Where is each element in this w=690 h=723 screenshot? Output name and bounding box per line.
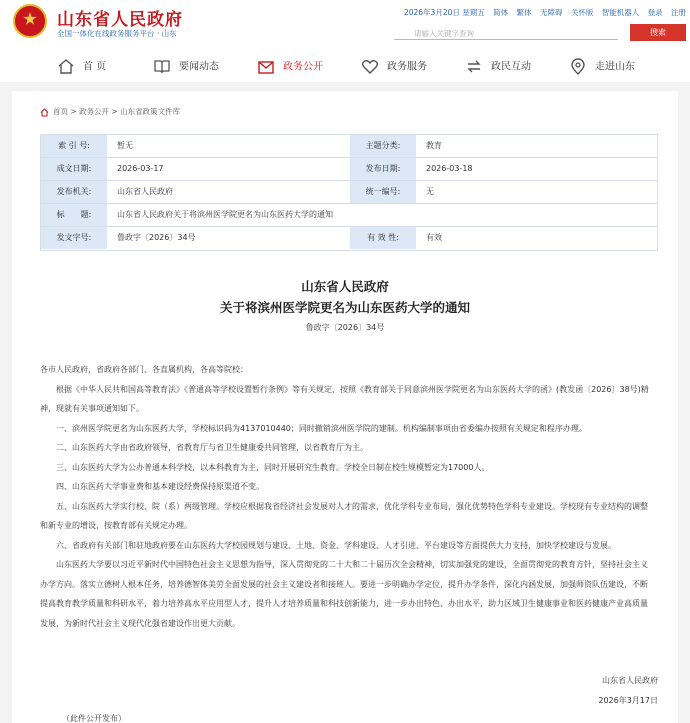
- nav-news[interactable]: [153, 58, 219, 78]
- nav-home[interactable]: [57, 58, 106, 78]
- breadcrumb-gov-affairs[interactable]: 政务公开: [79, 107, 110, 116]
- link-login[interactable]: 登录: [647, 8, 663, 17]
- link-robot[interactable]: 智能机器人: [601, 8, 640, 17]
- article-paragraph: 六、省政府有关部门和驻地政府要在山东医药大学校园规划与建设、土地、资金、学科建设、人才引进、平台建设等方面提供大力支持，加快学校建设与发展。: [56, 540, 616, 550]
- meta-label: 发文字号:: [41, 227, 107, 249]
- article-greeting: 各市人民政府，省政府各部门、各直属机构，各高等院校：: [40, 365, 248, 374]
- meta-row: [41, 227, 657, 250]
- document-meta-table: [40, 134, 658, 251]
- meta-label: 统一编号:: [350, 181, 416, 203]
- meta-label: 发布日期:: [350, 158, 416, 180]
- meta-row: [41, 158, 657, 181]
- nav-services-label: 政务服务: [387, 61, 427, 73]
- meta-value: 山东省人民政府: [117, 187, 173, 196]
- article-signature-date: 2026年3月17日: [598, 696, 658, 705]
- meta-label: 主题分类:: [350, 135, 416, 157]
- meta-label: 有 效 性:: [350, 227, 416, 249]
- national-emblem-icon: [13, 4, 47, 38]
- site-header: [0, 0, 690, 90]
- nav-interaction[interactable]: [465, 58, 531, 78]
- search-input[interactable]: 请输入关键字查询: [394, 25, 618, 40]
- meta-label: 索 引 号:: [41, 135, 107, 157]
- breadcrumb-policy-library[interactable]: 山东省政策文件库: [120, 107, 181, 116]
- nav-interaction-label: 政民互动: [491, 61, 531, 73]
- article-body: [40, 360, 652, 633]
- meta-value: 2026-03-18: [426, 164, 473, 173]
- current-date: 2026年3月20日 星期五: [403, 8, 485, 17]
- meta-value: 山东省人民政府关于将滨州医学院更名为山东医药大学的通知: [117, 210, 333, 219]
- meta-label: 标 题:: [41, 204, 107, 226]
- meta-value: 暂无: [117, 141, 133, 150]
- heart-icon: [361, 58, 379, 75]
- site-title[interactable]: 山东省人民政府: [57, 10, 183, 30]
- article-paragraph: 根据《中华人民共和国高等教育法》《普通高等学校设置暂行条例》等有关规定，按照《教育部关于同意滨州医学院更名为山东医药大学的函》(教发函〔2026〕38号)精神，现就有关事项通知如下。: [40, 384, 649, 413]
- validity-status: 有效: [426, 233, 442, 242]
- article-signature: 山东省人民政府: [602, 676, 658, 685]
- breadcrumb: 首页 > 政务公开 > 山东省政策文件库: [40, 106, 180, 117]
- article-title: 关于将滨州医学院更名为山东医药大学的通知: [219, 300, 470, 315]
- home-icon: [57, 58, 75, 75]
- meta-value: 无: [426, 187, 434, 196]
- map-pin-icon: [569, 58, 587, 75]
- article-paragraph: 四、山东医药大学事业费和基本建设经费保持原渠道不变。: [56, 482, 264, 491]
- envelope-icon: [257, 58, 275, 75]
- breadcrumb-home[interactable]: 首页: [53, 107, 68, 116]
- search-button[interactable]: 搜索: [630, 24, 686, 41]
- article-paragraph: 五、山东医药大学实行校、院（系）两级管理。学校应根据我省经济社会发展对人才的需求，优化学科专业布局，强化优势特色学科专业建设。学校现有专业结构的调整和新专业的增设，按教育部有关规定办理。: [40, 501, 648, 530]
- link-elderly-mode[interactable]: 关怀版: [570, 8, 594, 17]
- link-register[interactable]: 注册: [671, 8, 686, 17]
- link-accessibility[interactable]: 无障碍: [539, 8, 563, 17]
- meta-label: 发布机关:: [41, 181, 107, 203]
- article-paragraph: 山东医药大学要以习近平新时代中国特色社会主义思想为指导，深入贯彻党的二十大和二十届历次全会精神，切实加强党的建设，全面贯彻党的教育方针，坚持社会主义办学方向。落实立德树人根本任务，培养德智体美劳全面发展的社会主义建设者和接班人。要进一步明确办学定位，提升办学条件，深化内涵发展，加强师资队伍建设，不断提高教育教学质量和科研水平，着力培养高水平应用型人才，提升人才培养质量和科技创新能力，进一步办出特色、办出水平，助力区域卫生健康事业和医药健康产业高质量发展，为新时代社会主义现代化强省建设作出更大贡献。: [40, 560, 648, 628]
- meta-value: 教育: [426, 141, 442, 150]
- nav-gov-affairs-label: 政务公开: [283, 61, 323, 73]
- meta-row: [41, 181, 657, 204]
- meta-value: 2026-03-17: [117, 164, 164, 173]
- publish-note: （此件公开发布）: [62, 714, 126, 723]
- nav-news-label: 要闻动态: [179, 61, 219, 73]
- article-docno: 鲁政字〔2026〕34号: [305, 323, 385, 332]
- link-traditional[interactable]: 繁体: [516, 8, 532, 17]
- article-paragraph: 一、滨州医学院更名为山东医药大学，学校标识码为4137010440；同时撤销滨州医学院的建制。机构编制事项由省委编办按照有关规定和程序办理。: [56, 423, 587, 433]
- article-title-issuer: 山东省人民政府: [301, 279, 389, 294]
- nav-about[interactable]: [569, 58, 635, 78]
- nav-about-label: 走进山东: [595, 61, 635, 73]
- book-icon: [153, 58, 171, 75]
- nav-home-label: 首 页: [83, 61, 107, 73]
- home-small-icon: [40, 108, 49, 117]
- nav-gov-affairs[interactable]: [257, 58, 323, 78]
- meta-value: 鲁政字〔2026〕34号: [117, 233, 196, 242]
- site-subtitle: 全国一体化在线政务服务平台 · 山东: [57, 29, 177, 38]
- nav-services[interactable]: [361, 58, 427, 78]
- meta-row: [41, 204, 657, 227]
- link-simplified[interactable]: 简体: [493, 8, 509, 17]
- top-links: [398, 7, 686, 18]
- meta-row: [41, 135, 657, 158]
- exchange-icon: [465, 58, 483, 75]
- meta-label: 成文日期:: [41, 158, 107, 180]
- main-nav: [0, 52, 690, 82]
- article-paragraph: 二、山东医药大学由省政府领导，省教育厅与省卫生健康委共同管理，以省教育厅为主。: [56, 443, 368, 452]
- article-paragraph: 三、山东医药大学为公办普通本科学校，以本科教育为主，同时开展研究生教育。学校全日制在校生规模暂定为17000人。: [56, 462, 490, 472]
